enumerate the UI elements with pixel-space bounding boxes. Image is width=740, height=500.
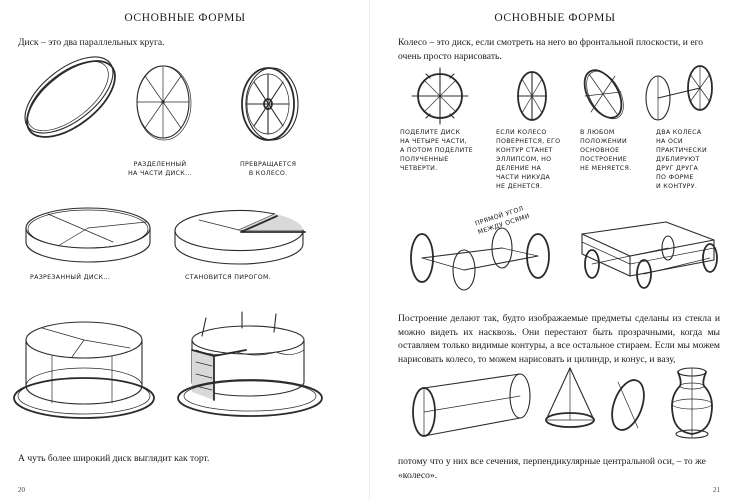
perspective-disc-sketch (608, 374, 648, 436)
caption-right-angle: ПРЯМОЙ УГОЛ МЕЖДУ ОСЯМИ (474, 205, 531, 237)
right-intro-text: Колесо – это диск, если смотреть на него во фронтальной плоскости, и его очень просто нарисовать. (398, 37, 704, 62)
left-folio: 20 (18, 486, 25, 494)
cut-disc-sketch (18, 200, 158, 270)
left-bottom-text: А чуть более широкий диск выглядит как торт. (18, 453, 210, 464)
divided-disc-sketch (125, 62, 205, 152)
vase-sketch (666, 364, 718, 442)
caption-any-position: В ЛЮБОМ ПОЛОЖЕНИИ ОСНОВНОЕ ПОСТРОЕНИЕ НЕ МЕНЯЕТСЯ. (580, 129, 632, 172)
caption-wheel-rotates: ЕСЛИ КОЛЕСО ПОВЕРНЕТСЯ, ЕГО КОНТУР СТАНЕТ ЭЛЛИПСОМ, НО ДЕЛЕНИЕ НА ЧАСТИ НИКУДА НЕ ДЕНЕТСЯ. (496, 129, 561, 190)
caption-becomes-pie: СТАНОВИТСЯ ПИРОГОМ. (185, 274, 272, 281)
caption-divided-disc: РАЗДЕЛЕННЫЙ НА ЧАСТИ ДИСК... (128, 161, 192, 177)
caption-two-wheels: ДВА КОЛЕСА НА ОСИ ПРАКТИЧЕСКИ ДУБЛИРУЮТ ДРУГ ДРУГА ПО ФОРМЕ И КОНТУРУ. (656, 129, 708, 190)
right-paragraph: Построение делают так, будто изображаемые предметы сделаны из стекла и можно видеть их насквозь. Они перестают быть прозрачными, когда мы оставляем только видимые контуры, а все остальное стираем. Если мы можем нарисовать колесо, то можем нарисовать и цилиндр, и конус, и вазу, (398, 313, 720, 365)
right-folio: 21 (713, 486, 720, 494)
caption-divide-disc: ПОДЕЛИТЕ ДИСК НА ЧЕТЫРЕ ЧАСТИ, А ПОТОМ ПОДЕЛИТЕ ПОЛУЧЕННЫЕ ЧЕТВЕРТИ. (400, 129, 473, 172)
cake-sketch (176, 310, 336, 425)
left-running-head: ОСНОВНЫЕ ФОРМЫ (124, 12, 246, 24)
wheel-step3-sketch (575, 64, 631, 126)
wheel-step1-sketch (410, 66, 470, 126)
caption-cut-disc: РАЗРЕЗАННЫЙ ДИСК... (30, 274, 111, 281)
cylinder-sketch (408, 370, 538, 442)
flat-disc-sketch (14, 55, 124, 145)
right-running-head: ОСНОВНЫЕ ФОРМЫ (494, 12, 616, 24)
right-bottom-text: потому что у них все сечения, перпендикулярные центральной оси, – то же «колесо». (398, 456, 706, 481)
cart-sketch (574, 212, 724, 290)
left-intro-text: Диск – это два параллельных круга. (18, 37, 165, 48)
pie-sketch (165, 200, 315, 272)
caption-becomes-wheel: ПРЕВРАЩАЕТСЯ В КОЛЕСО. (240, 161, 297, 177)
wheel-sketch (228, 62, 313, 154)
right-page (370, 0, 740, 500)
wide-disc-sketch (12, 318, 162, 423)
wheel-pair-sketch (640, 60, 720, 128)
cone-sketch (542, 364, 598, 434)
wheel-step2-sketch (510, 66, 554, 126)
